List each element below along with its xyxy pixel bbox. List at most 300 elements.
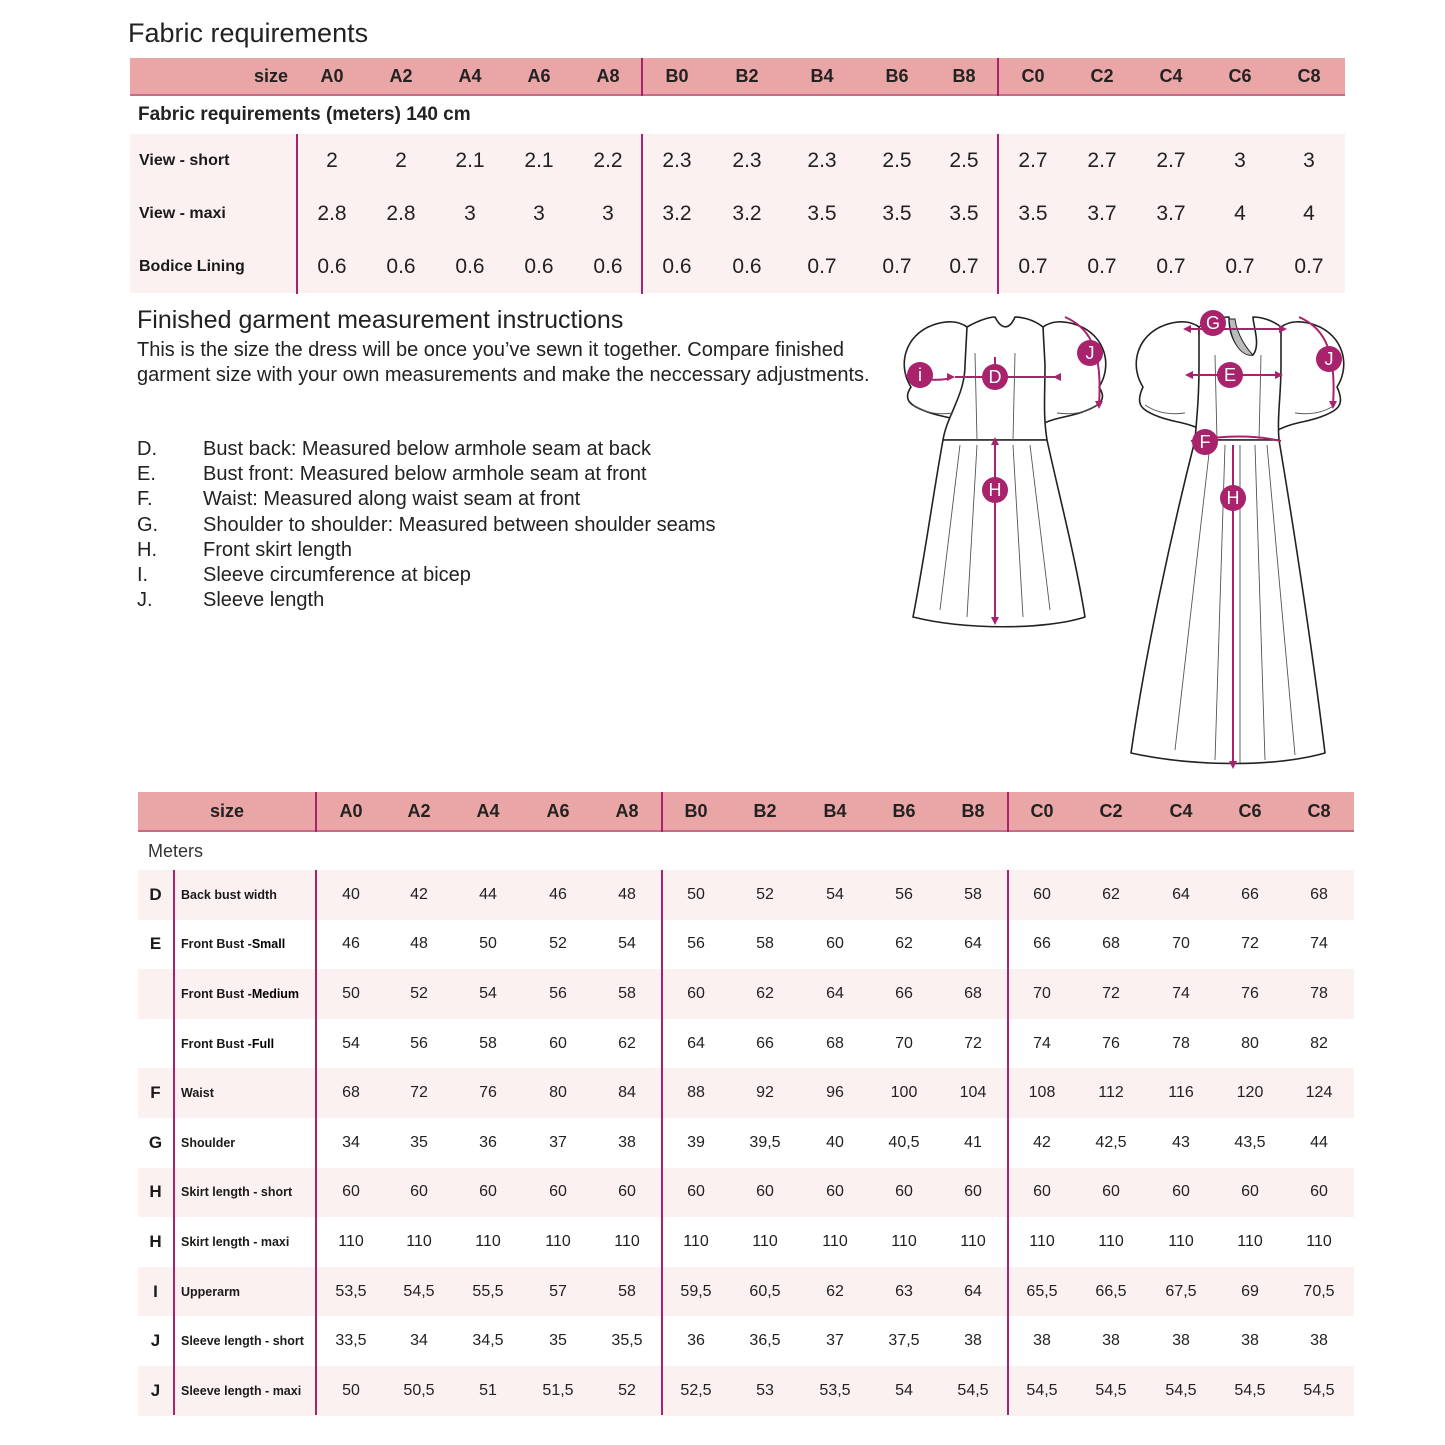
fabric-row-label: Bodice Lining: [139, 257, 245, 275]
measurement-value-cell: 40: [342, 885, 360, 903]
legend-key: I.: [137, 563, 149, 586]
measurement-value-cell: 80: [1241, 1034, 1259, 1052]
fabric-row-label: View - short: [139, 151, 230, 169]
measurement-value-cell: 112: [1098, 1084, 1124, 1102]
fabric-divider-bc-header: [997, 58, 999, 96]
fabric-header-row: [130, 58, 1345, 96]
measurement-row: [138, 1168, 1354, 1218]
measurement-divider-bc: [1007, 870, 1009, 1415]
fabric-value-cell: 3.7: [1156, 201, 1186, 225]
measurement-value-cell: 38: [1172, 1332, 1190, 1350]
measurement-header-row: [138, 792, 1354, 832]
fabric-value-cell: 0.6: [732, 254, 762, 278]
fabric-value-cell: 2.7: [1087, 148, 1117, 172]
measurement-value-cell: 38: [1310, 1332, 1328, 1350]
size-header-c0: C0: [1021, 65, 1045, 86]
measurement-value-cell: 56: [687, 935, 705, 953]
measurement-value-cell: 68: [826, 1034, 844, 1052]
measurement-table: [138, 792, 1354, 1416]
size-header-b2: B2: [735, 65, 759, 86]
measurement-row-label: [181, 920, 313, 970]
fabric-value-cell: 0.7: [1294, 254, 1324, 278]
marker-j-front-label: J: [1324, 349, 1334, 369]
fabric-value-cell: 0.6: [317, 254, 347, 278]
measurement-value-cell: 80: [549, 1084, 567, 1102]
measurement-value-cell: 70: [1172, 935, 1190, 953]
measurement-row-label: [181, 1068, 313, 1118]
measurement-value-cell: 63: [895, 1282, 913, 1300]
measurement-value-cell: 116: [1168, 1084, 1194, 1102]
measurement-value-cell: 74: [1172, 984, 1190, 1002]
measurement-row-key: [138, 1019, 173, 1069]
measurement-row-label: [181, 1366, 313, 1416]
marker-d-label: D: [988, 367, 1002, 387]
measurement-row-label-text: Skirt length - maxi: [181, 1234, 290, 1249]
measurement-value-cell: 84: [618, 1084, 636, 1102]
marker-h-maxi-label: H: [1226, 488, 1240, 508]
measurement-value-cell: 34,5: [472, 1332, 504, 1350]
measurement-value-cell: 60: [826, 935, 844, 953]
measurement-value-cell: 72: [964, 1034, 982, 1052]
measurement-value-cell: 66: [895, 984, 913, 1002]
measurement-value-cell: 62: [1102, 885, 1120, 903]
fabric-value-cell: 0.6: [386, 254, 416, 278]
measurement-value-cell: 60: [756, 1183, 774, 1201]
measurement-value-cell: 60: [549, 1183, 567, 1201]
fabric-value-cell: 0.7: [882, 254, 912, 278]
fabric-value-cell: 3.5: [949, 201, 979, 225]
measurement-value-cell: 60: [479, 1183, 497, 1201]
measurement-value-cell: 62: [826, 1282, 844, 1300]
measurement-value-cell: 54: [479, 984, 497, 1002]
measurement-divider-bc-header: [1007, 792, 1009, 832]
size-header-b4: B4: [810, 65, 834, 86]
measurement-value-cell: 67,5: [1165, 1282, 1197, 1300]
measurement-row-label: [181, 969, 313, 1019]
fabric-value-cell: 0.6: [455, 254, 485, 278]
measurement-divider-label: [315, 870, 317, 1415]
measurement-row: [138, 1366, 1354, 1416]
measurement-value-cell: 124: [1305, 1084, 1333, 1102]
measurement-value-cell: 52,5: [680, 1381, 712, 1399]
measurement-value-cell: 54: [826, 885, 844, 903]
fabric-value-cell: 0.7: [807, 254, 837, 278]
measurement-value-cell: 38: [964, 1332, 982, 1350]
measurement-value-cell: 82: [1310, 1034, 1328, 1052]
measurement-value-cell: 53: [756, 1381, 774, 1399]
measurement-value-cell: 110: [822, 1232, 848, 1250]
measurement-value-cell: 34: [342, 1133, 360, 1151]
measurement-row-key: D: [149, 884, 162, 904]
size-header-a2: A2: [407, 800, 431, 821]
measurement-value-cell: 58: [618, 1282, 636, 1300]
measurement-value-cell: 110: [1306, 1232, 1332, 1250]
measurement-value-cell: 34: [410, 1332, 428, 1350]
measurement-row-label: [181, 1316, 313, 1366]
measurement-value-cell: 54,5: [403, 1282, 435, 1300]
fabric-value-cell: 2.7: [1156, 148, 1186, 172]
measurement-row: [138, 1019, 1354, 1069]
measurement-value-cell: 38: [1241, 1332, 1259, 1350]
dress-short-back-illustration: [895, 305, 1115, 635]
measurement-value-cell: 110: [475, 1232, 501, 1250]
measurement-value-cell: 36,5: [749, 1332, 781, 1350]
measurement-value-cell: 78: [1310, 984, 1328, 1002]
fabric-value-cell: 0.7: [1225, 254, 1255, 278]
measurement-value-cell: 60: [342, 1183, 360, 1201]
measurement-subheading: Meters: [148, 840, 204, 861]
size-header-c4: C4: [1159, 65, 1183, 86]
measurement-value-cell: 110: [338, 1232, 364, 1250]
measurement-value-cell: 54,5: [1165, 1381, 1197, 1399]
measurement-value-cell: 38: [1102, 1332, 1120, 1350]
legend-key: H.: [137, 538, 157, 561]
measurement-row-label-text: Skirt length - short: [181, 1185, 293, 1200]
marker-h-short-label: H: [988, 480, 1002, 500]
measurement-value-cell: 51: [479, 1381, 497, 1399]
measurement-value-cell: 110: [960, 1232, 986, 1250]
marker-e-label: E: [1223, 365, 1237, 385]
fabric-value-cell: 0.7: [949, 254, 979, 278]
legend-text: Front skirt length: [203, 538, 352, 561]
measurement-value-cell: 36: [479, 1133, 497, 1151]
measurement-row: [138, 920, 1354, 970]
size-header-c2: C2: [1090, 65, 1114, 86]
measurement-row-label: [181, 1267, 313, 1317]
measurement-value-cell: 64: [826, 984, 844, 1002]
size-header-c2: C2: [1099, 800, 1123, 821]
measurement-row: [138, 969, 1354, 1019]
measurement-row: [138, 1068, 1354, 1118]
measurement-value-cell: 68: [1102, 935, 1120, 953]
measurement-row-label-text: Sleeve length - maxi: [181, 1383, 302, 1398]
measurement-value-cell: 46: [342, 935, 360, 953]
measurement-value-cell: 58: [964, 885, 982, 903]
fabric-table: [130, 58, 1345, 293]
fabric-row: [130, 187, 1345, 240]
fabric-value-cell: 3: [602, 201, 614, 225]
size-header-a4: A4: [476, 800, 500, 821]
fabric-value-cell: 3: [464, 201, 476, 225]
measurement-value-cell: 35: [410, 1133, 428, 1151]
measurement-size-label: size: [209, 800, 245, 821]
measurement-row-key: J: [150, 1331, 161, 1351]
fabric-value-cell: 3.5: [1018, 201, 1048, 225]
measurement-value-cell: 66: [756, 1034, 774, 1052]
measurement-value-cell: 50: [342, 984, 360, 1002]
measurement-value-cell: 78: [1172, 1034, 1190, 1052]
fabric-row: [130, 134, 1345, 187]
fabric-subheading: Fabric requirements (meters) 140 cm: [138, 104, 471, 125]
measurement-value-cell: 33,5: [335, 1332, 367, 1350]
measurement-value-cell: 44: [479, 885, 497, 903]
measurement-value-cell: 54,5: [1303, 1381, 1335, 1399]
measurement-value-cell: 60: [1033, 1183, 1051, 1201]
fabric-value-cell: 3.5: [807, 201, 837, 225]
size-header-a0: A0: [320, 65, 344, 86]
measurement-value-cell: 74: [1310, 935, 1328, 953]
measurement-value-cell: 54: [895, 1381, 913, 1399]
measurement-value-cell: 37: [549, 1133, 567, 1151]
measurement-divider-ab: [661, 870, 663, 1415]
fabric-value-cell: 2: [326, 148, 338, 172]
measurement-value-cell: 72: [1241, 935, 1259, 953]
measurement-value-cell: 110: [752, 1232, 778, 1250]
measurement-value-cell: 68: [342, 1084, 360, 1102]
measurement-value-cell: 66: [1033, 935, 1051, 953]
measurement-value-cell: 120: [1236, 1084, 1264, 1102]
fabric-divider-label: [296, 134, 298, 294]
measurement-row-label-text: Front Bust -: [181, 986, 252, 1001]
fabric-value-cell: 4: [1234, 201, 1246, 225]
measurement-value-cell: 110: [614, 1232, 640, 1250]
fabric-value-cell: 2.3: [732, 148, 762, 172]
measurement-value-cell: 54: [618, 935, 636, 953]
measurement-value-cell: 37: [826, 1332, 844, 1350]
measurement-value-cell: 50: [479, 935, 497, 953]
measurement-divider-ab-header: [661, 792, 663, 832]
measurement-value-cell: 50: [342, 1381, 360, 1399]
fabric-value-cell: 2.5: [882, 148, 912, 172]
measurement-value-cell: 72: [1102, 984, 1120, 1002]
instructions-title: Finished garment measurement instructions: [137, 306, 624, 334]
size-header-b0: B0: [684, 800, 708, 821]
fabric-value-cell: 0.6: [662, 254, 692, 278]
legend-text: Bust front: Measured below armhole seam at front: [203, 463, 647, 486]
fabric-title: Fabric requirements: [128, 18, 369, 48]
measurement-value-cell: 54,5: [1095, 1381, 1127, 1399]
legend-text: Waist: Measured along waist seam at front: [203, 488, 581, 511]
measurement-value-cell: 44: [1310, 1133, 1328, 1151]
measurement-value-cell: 42,5: [1095, 1133, 1127, 1151]
measurement-row-key: G: [148, 1132, 163, 1152]
legend-key: G.: [137, 513, 159, 536]
fabric-value-cell: 0.6: [524, 254, 554, 278]
fabric-divider-bc: [997, 134, 999, 294]
measurement-value-cell: 66,5: [1095, 1282, 1127, 1300]
measurement-row-key: F: [150, 1083, 161, 1103]
measurement-row: [138, 1118, 1354, 1168]
measurement-row-label-text: Front Bust -: [181, 937, 252, 952]
size-header-b8: B8: [952, 65, 976, 86]
measurement-row-key: [138, 969, 173, 1019]
measurement-row-label: [181, 870, 313, 920]
measurement-value-cell: 54,5: [1234, 1381, 1266, 1399]
measurement-value-cell: 57: [549, 1282, 567, 1300]
measurement-value-cell: 53,5: [335, 1282, 367, 1300]
size-header-a0: A0: [339, 800, 363, 821]
fabric-value-cell: 2.1: [524, 148, 554, 172]
legend-key: F.: [137, 488, 153, 511]
fabric-value-cell: 0.7: [1156, 254, 1186, 278]
size-header-b6: B6: [885, 65, 909, 86]
measurement-value-cell: 56: [410, 1034, 428, 1052]
size-header-c0: C0: [1030, 800, 1054, 821]
measurement-value-cell: 110: [1168, 1232, 1194, 1250]
measurement-value-cell: 54,5: [1026, 1381, 1058, 1399]
legend-text: Sleeve circumference at bicep: [203, 563, 471, 586]
measurement-value-cell: 58: [479, 1034, 497, 1052]
measurement-value-cell: 55,5: [472, 1282, 504, 1300]
measurement-value-cell: 76: [1102, 1034, 1120, 1052]
measurement-value-cell: 43,5: [1234, 1133, 1266, 1151]
fabric-row: [130, 240, 1345, 293]
measurement-row-label-text: Sleeve length - short: [181, 1334, 304, 1349]
measurement-value-cell: 92: [756, 1084, 774, 1102]
fabric-value-cell: 2.1: [455, 148, 485, 172]
fabric-value-cell: 3: [533, 201, 545, 225]
fabric-value-cell: 3: [1303, 148, 1315, 172]
measurement-value-cell: 110: [891, 1232, 917, 1250]
instructions-intro: This is the size the dress will be once you’ve sewn it together. Compare finished garment size with your own measurements and make the neccessary adjustments.: [137, 339, 870, 386]
measurement-row-key: I: [153, 1281, 158, 1301]
measurement-value-cell: 104: [959, 1084, 987, 1102]
measurement-value-cell: 50,5: [403, 1381, 435, 1399]
measurement-row-label-strong: Full: [251, 1036, 275, 1051]
measurement-row-label-strong: Small: [251, 937, 286, 952]
measurement-value-cell: 42: [410, 885, 428, 903]
measurement-value-cell: 60: [1310, 1183, 1328, 1201]
measurement-value-cell: 52: [549, 935, 567, 953]
measurement-value-cell: 76: [1241, 984, 1259, 1002]
measurement-value-cell: 64: [964, 1282, 982, 1300]
fabric-value-cell: 2: [395, 148, 407, 172]
measurement-row: [138, 870, 1354, 920]
marker-f-label: F: [1199, 432, 1211, 452]
measurement-row-label: [181, 1118, 313, 1168]
measurement-divider-label-header: [315, 792, 317, 832]
measurement-value-cell: 35: [549, 1332, 567, 1350]
measurement-value-cell: 64: [964, 935, 982, 953]
measurement-value-cell: 70,5: [1303, 1282, 1335, 1300]
size-header-c8: C8: [1307, 800, 1331, 821]
measurement-value-cell: 110: [1029, 1232, 1055, 1250]
measurement-value-cell: 60: [826, 1183, 844, 1201]
size-header-c6: C6: [1238, 800, 1262, 821]
measurement-value-cell: 60: [1102, 1183, 1120, 1201]
fabric-value-cell: 2.8: [317, 201, 347, 225]
measurement-value-cell: 60: [1241, 1183, 1259, 1201]
fabric-value-cell: 4: [1303, 201, 1315, 225]
legend-key: E.: [137, 463, 156, 486]
measurement-value-cell: 60,5: [749, 1282, 781, 1300]
measurement-value-cell: 110: [683, 1232, 709, 1250]
size-header-c6: C6: [1228, 65, 1252, 86]
measurement-value-cell: 110: [545, 1232, 571, 1250]
measurement-row-label: [181, 1217, 313, 1267]
measurement-value-cell: 56: [549, 984, 567, 1002]
measurement-value-cell: 41: [964, 1133, 982, 1151]
measurement-value-cell: 60: [1172, 1183, 1190, 1201]
measurement-row-key: J: [150, 1380, 161, 1400]
measurement-row-label-text: Waist: [181, 1086, 214, 1101]
measurement-value-cell: 70: [895, 1034, 913, 1052]
measurement-value-cell: 56: [895, 885, 913, 903]
measurement-value-cell: 96: [826, 1084, 844, 1102]
measurement-value-cell: 38: [1033, 1332, 1051, 1350]
legend-text: Bust back: Measured below armhole seam at back: [203, 438, 651, 460]
measurement-value-cell: 60: [410, 1183, 428, 1201]
measurement-value-cell: 40,5: [888, 1133, 920, 1151]
measurement-value-cell: 60: [964, 1183, 982, 1201]
marker-i-back-label: i: [918, 365, 922, 385]
size-header-b4: B4: [823, 800, 847, 821]
measurement-value-cell: 68: [1310, 885, 1328, 903]
measurement-row: [138, 1267, 1354, 1317]
measurement-value-cell: 110: [406, 1232, 432, 1250]
measurement-value-cell: 108: [1028, 1084, 1056, 1102]
measurement-value-cell: 59,5: [680, 1282, 712, 1300]
size-header-b6: B6: [892, 800, 916, 821]
size-header-a6: A6: [546, 800, 570, 821]
measurement-value-cell: 64: [687, 1034, 705, 1052]
measurement-value-cell: 48: [618, 885, 636, 903]
measurement-value-cell: 48: [410, 935, 428, 953]
measurement-value-cell: 60: [895, 1183, 913, 1201]
measurement-value-cell: 66: [1241, 885, 1259, 903]
measurement-value-cell: 36: [687, 1332, 705, 1350]
measurement-value-cell: 38: [618, 1133, 636, 1151]
measurement-value-cell: 46: [549, 885, 567, 903]
measurement-row-label-text: Back bust width: [181, 887, 277, 902]
measurement-divider-key: [173, 870, 175, 1415]
size-header-a8: A8: [596, 65, 620, 86]
size-header-a2: A2: [389, 65, 413, 86]
marker-g-label: G: [1205, 313, 1221, 333]
fabric-value-cell: 3.7: [1087, 201, 1117, 225]
measurement-value-cell: 64: [1172, 885, 1190, 903]
measurement-value-cell: 110: [1237, 1232, 1263, 1250]
measurement-value-cell: 88: [687, 1084, 705, 1102]
measurement-value-cell: 53,5: [819, 1381, 851, 1399]
measurement-value-cell: 39,5: [749, 1133, 781, 1151]
measurement-value-cell: 70: [1033, 984, 1051, 1002]
measurement-value-cell: 60: [1033, 885, 1051, 903]
size-header-b2: B2: [753, 800, 777, 821]
measurement-value-cell: 62: [756, 984, 774, 1002]
fabric-value-cell: 2.3: [662, 148, 692, 172]
measurement-value-cell: 62: [895, 935, 913, 953]
measurement-value-cell: 60: [549, 1034, 567, 1052]
measurement-row: [138, 1316, 1354, 1366]
measurement-value-cell: 74: [1033, 1034, 1051, 1052]
fabric-value-cell: 0.7: [1018, 254, 1048, 278]
measurement-value-cell: 60: [687, 1183, 705, 1201]
size-header-c8: C8: [1297, 65, 1321, 86]
fabric-value-cell: 3: [1234, 148, 1246, 172]
measurement-value-cell: 54: [342, 1034, 360, 1052]
measurement-value-cell: 60: [687, 984, 705, 1002]
measurement-value-cell: 69: [1241, 1282, 1259, 1300]
measurement-value-cell: 100: [890, 1084, 918, 1102]
measurement-value-cell: 65,5: [1026, 1282, 1058, 1300]
measurement-value-cell: 72: [410, 1084, 428, 1102]
measurement-row-label-text: Upperarm: [181, 1284, 241, 1299]
fabric-value-cell: 2.3: [807, 148, 837, 172]
size-header-a4: A4: [458, 65, 482, 86]
measurement-row-key: H: [149, 1231, 162, 1251]
measurement-row-key: E: [149, 934, 162, 954]
fabric-value-cell: 2.5: [949, 148, 979, 172]
measurement-row-label-strong: Medium: [251, 986, 300, 1001]
fabric-value-cell: 2.7: [1018, 148, 1048, 172]
size-header-a6: A6: [527, 65, 551, 86]
fabric-value-cell: 2.2: [593, 148, 623, 172]
measurement-value-cell: 51,5: [542, 1381, 574, 1399]
measurement-value-cell: 39: [687, 1133, 705, 1151]
measurement-value-cell: 35,5: [611, 1332, 643, 1350]
measurement-value-cell: 52: [618, 1381, 636, 1399]
